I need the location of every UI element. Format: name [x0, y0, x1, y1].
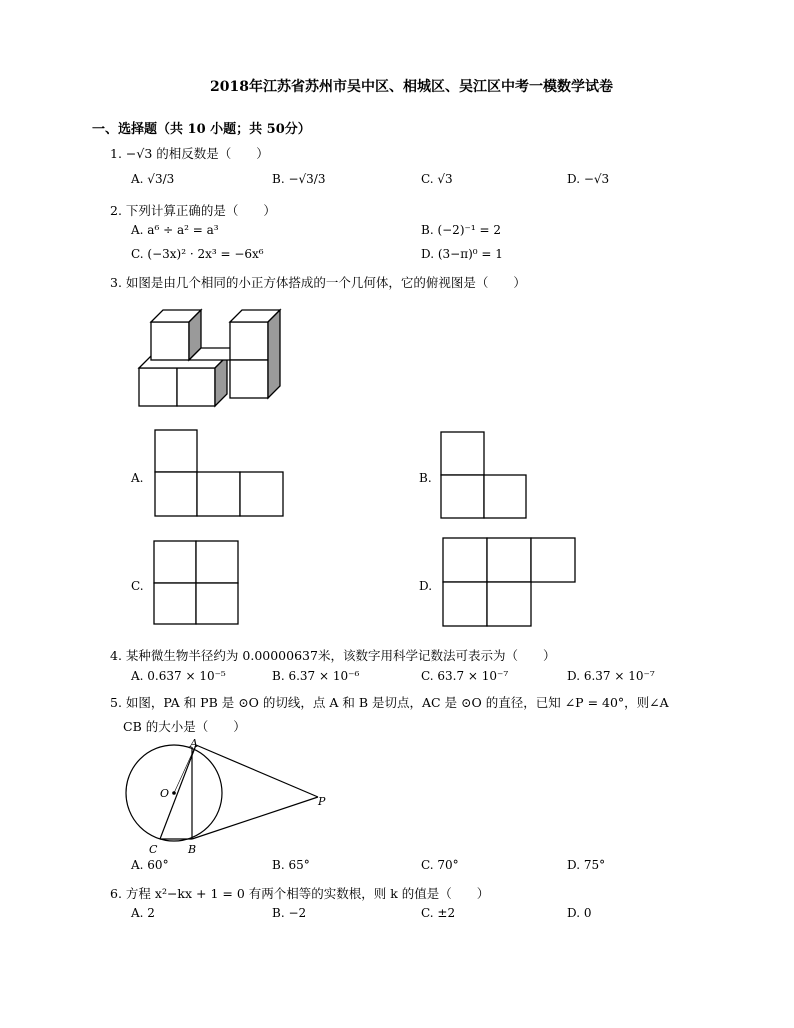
- option-2d[interactable]: D. (3−π)⁰ = 1: [421, 247, 503, 261]
- section-heading: 一、选择题（共 10 小题；共 50分）: [92, 122, 311, 137]
- option-3b-label[interactable]: B.: [419, 471, 432, 485]
- question-text: 如图，PA 和 PB 是 ⊙O 的切线，点 A 和 B 是切点，AC 是 ⊙O 的直径，已知 ∠P = 40°，则∠A: [125, 695, 669, 710]
- option-1a[interactable]: A. √3/3: [131, 172, 175, 186]
- option-5c[interactable]: C. 70°: [421, 858, 459, 872]
- option-1c[interactable]: C. √3: [421, 172, 453, 186]
- option-6a[interactable]: A. 2: [131, 906, 155, 920]
- question-text: −√3 的相反数是（ ）: [125, 146, 269, 161]
- option-2b[interactable]: B. (−2)⁻¹ = 2: [421, 223, 501, 237]
- option-2a[interactable]: A. a⁶ ÷ a² = a³: [131, 223, 219, 237]
- option-6b[interactable]: B. −2: [272, 906, 307, 920]
- question-4: [110, 646, 555, 664]
- option-1b[interactable]: B. −√3/3: [272, 172, 326, 186]
- option-3a-figure[interactable]: [154, 429, 286, 519]
- cube-stack-figure: [130, 305, 300, 415]
- option-4b[interactable]: B. 6.37 × 10⁻⁶: [272, 669, 360, 683]
- question-1: [110, 144, 269, 162]
- question-number: 5.: [110, 695, 122, 710]
- point-o-label: O: [160, 787, 170, 800]
- option-5d[interactable]: D. 75°: [567, 858, 606, 872]
- point-p-label: P: [318, 795, 326, 808]
- question-text: 方程 x²−kx + 1 = 0 有两个相等的实数根，则 k 的值是（ ）: [125, 886, 490, 901]
- question-number: 3.: [110, 275, 122, 290]
- option-3c-label[interactable]: C.: [131, 579, 144, 593]
- option-1d[interactable]: D. −√3: [567, 172, 610, 186]
- option-3d-label[interactable]: D.: [419, 579, 433, 593]
- option-4d[interactable]: D. 6.37 × 10⁻⁷: [567, 669, 655, 683]
- point-b-label: B: [188, 843, 197, 856]
- question-5: [110, 693, 669, 711]
- option-5b[interactable]: B. 65°: [272, 858, 310, 872]
- circle-tangent-figure: [120, 735, 340, 857]
- question-number: 1.: [110, 146, 122, 161]
- page-title: 2018年江苏省苏州市吴中区、相城区、吴江区中考一模数学试卷: [210, 79, 613, 95]
- option-4c[interactable]: C. 63.7 × 10⁻⁷: [421, 669, 509, 683]
- option-2c[interactable]: C. (−3x)² · 2x³ = −6x⁶: [131, 247, 264, 261]
- question-3: [110, 273, 526, 291]
- question-5-continued: CB 的大小是（ ）: [123, 719, 246, 734]
- question-number: 6.: [110, 886, 122, 901]
- question-text: 如图是由几个相同的小正方体搭成的一个几何体，它的俯视图是（ ）: [125, 275, 526, 290]
- option-6d[interactable]: D. 0: [567, 906, 592, 920]
- question-2: [110, 201, 276, 219]
- point-a-label: A: [190, 737, 198, 750]
- option-3c-figure[interactable]: [153, 540, 241, 626]
- question-number: 4.: [110, 648, 122, 663]
- option-4a[interactable]: A. 0.637 × 10⁻⁵: [131, 669, 226, 683]
- option-3d-figure[interactable]: [442, 537, 578, 629]
- question-text: 下列计算正确的是（ ）: [125, 203, 276, 218]
- question-text: 某种微生物半径约为 0.00000637米，该数字用科学记数法可表示为（ ）: [125, 648, 556, 663]
- option-3a-label[interactable]: A.: [131, 471, 144, 485]
- question-6: [110, 884, 489, 902]
- option-6c[interactable]: C. ±2: [421, 906, 456, 920]
- option-5a[interactable]: A. 60°: [131, 858, 169, 872]
- point-c-label: C: [149, 843, 158, 856]
- option-3b-figure[interactable]: [440, 431, 530, 521]
- question-number: 2.: [110, 203, 122, 218]
